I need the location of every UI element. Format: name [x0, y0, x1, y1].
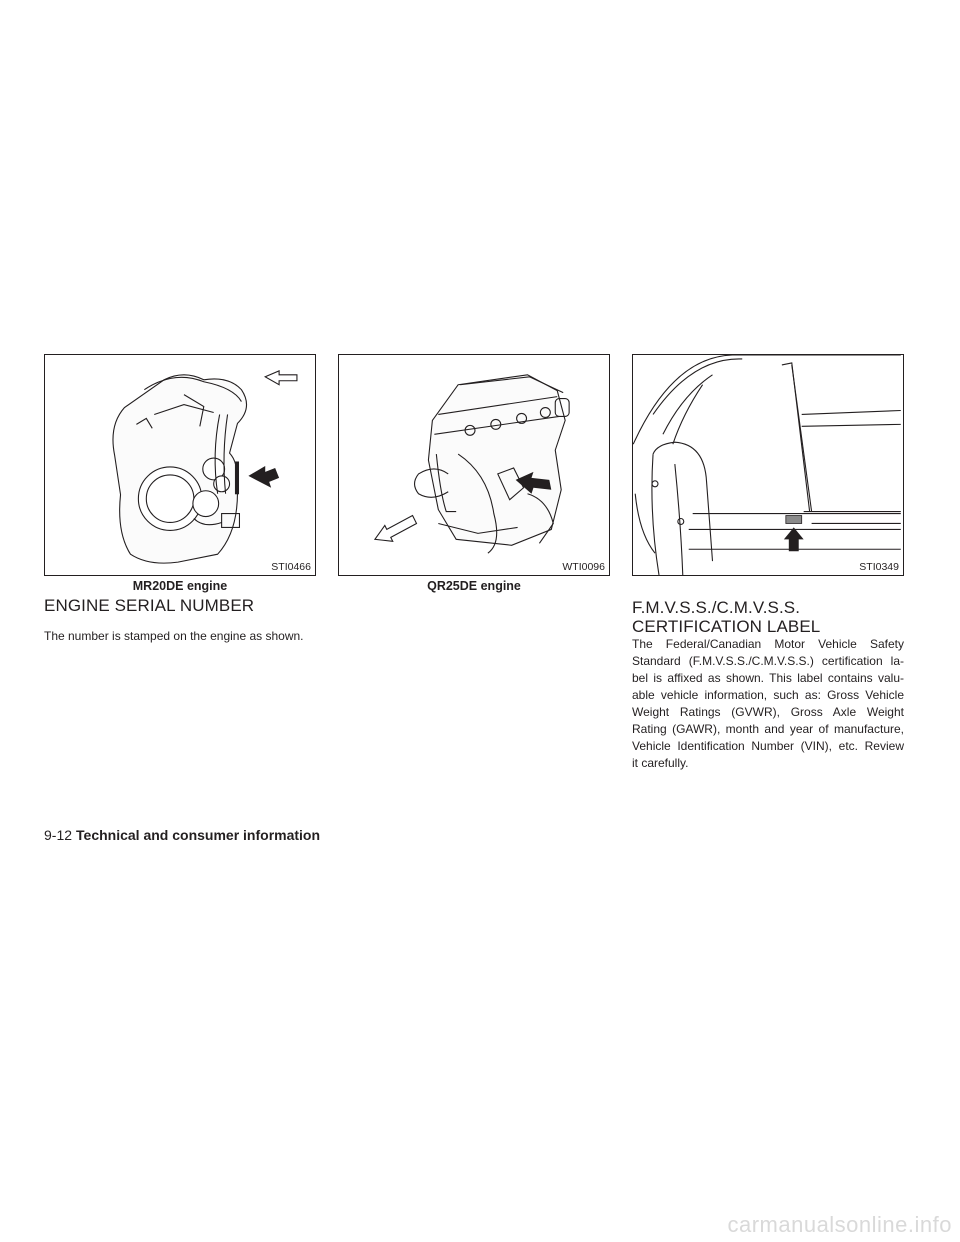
body-line: bel is affixed as shown. This label contains valu- [632, 671, 904, 685]
door-sill-illustration [633, 355, 903, 575]
front-direction-arrow-icon [375, 516, 417, 542]
section-title: Technical and consumer information [76, 827, 321, 843]
page-footer [44, 826, 320, 844]
page-number: 9-12 [44, 827, 73, 843]
figure-mr20de-engine [44, 354, 316, 576]
figure-code: WTI0096 [562, 561, 605, 573]
arrow-icon [248, 466, 279, 488]
certification-label [786, 516, 802, 524]
body-line: Rating (GAWR), month and year of manufacture, [632, 722, 904, 736]
body-line: Weight Ratings (GVWR), Gross Axle Weight [632, 705, 904, 719]
figure-caption: MR20DE engine [132, 579, 228, 593]
figure-code: STI0466 [271, 561, 311, 573]
engine-serial-number-body: The number is stamped on the engine as shown. [44, 629, 304, 643]
heading-line: CERTIFICATION LABEL [632, 617, 821, 636]
heading-line: F.M.V.S.S./C.M.V.S.S. [632, 598, 801, 617]
figure-certification-label-location [632, 354, 904, 576]
body-line: it carefully. [632, 756, 689, 770]
body-line: Vehicle Identification Number (VIN), etc. Review [632, 739, 904, 753]
arrow-icon [784, 527, 804, 551]
engine-illustration [45, 355, 315, 575]
body-line: Standard (F.M.V.S.S./C.M.V.S.S.) certification la- [632, 654, 904, 668]
figure-code: STI0349 [859, 561, 899, 573]
certification-label-heading [632, 598, 820, 636]
certification-label-body [632, 636, 904, 772]
watermark: carmanualsonline.info [727, 1212, 952, 1237]
figure-qr25de-engine [338, 354, 610, 576]
front-direction-arrow-icon [265, 371, 297, 385]
body-line: The Federal/Canadian Motor Vehicle Safety [632, 637, 904, 651]
figure-caption: QR25DE engine [427, 579, 521, 593]
engine-illustration [339, 355, 609, 575]
engine-serial-number-heading: ENGINE SERIAL NUMBER [44, 596, 255, 615]
body-line: able vehicle information, such as: Gross Vehicle [632, 688, 904, 702]
